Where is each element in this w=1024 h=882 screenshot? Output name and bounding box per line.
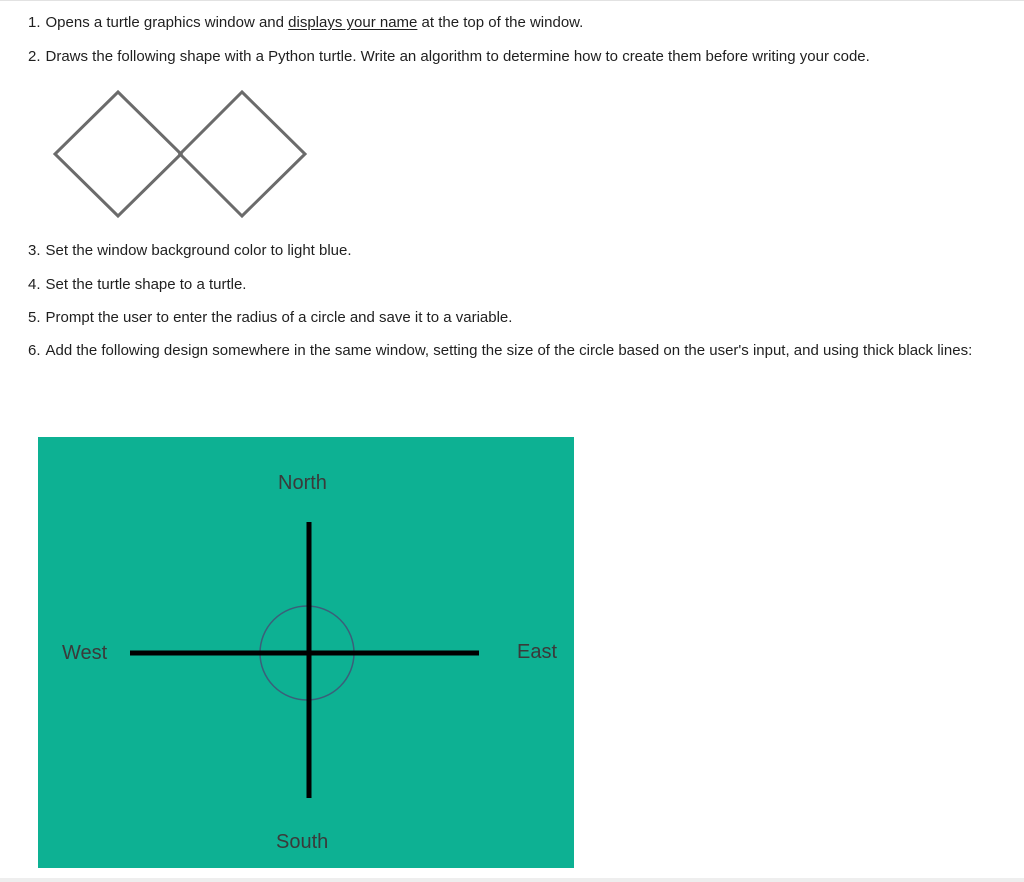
step-number: 2.: [28, 48, 41, 65]
compass-design-figure: [38, 437, 574, 868]
two-diamonds-figure: [0, 0, 340, 230]
step-4: [28, 274, 246, 295]
step-text: Add the following design somewhere in the same window, setting the size of the circle based on the user's input, and using thick black lines:: [45, 342, 973, 359]
west-label: West: [62, 642, 108, 664]
north-label: North: [278, 472, 327, 494]
step-number: 5.: [28, 309, 41, 326]
displays-your-name-link[interactable]: displays your name: [288, 14, 418, 31]
left-diamond: [55, 92, 181, 216]
step-text: at the top of the window.: [417, 14, 584, 31]
step-text: Opens a turtle graphics window and: [45, 14, 289, 31]
step-3: [28, 240, 352, 261]
step-text: Draws the following shape with a Python turtle. Write an algorithm to determine how to create them before writing your code.: [45, 48, 870, 65]
bottom-divider: [0, 878, 1024, 882]
step-text: Set the turtle shape to a turtle.: [45, 276, 247, 293]
south-label: South: [276, 831, 329, 853]
right-diamond: [180, 92, 305, 216]
step-text: Set the window background color to light blue.: [45, 242, 352, 259]
step-number: 1.: [28, 14, 41, 31]
step-6: [28, 340, 998, 361]
step-5: [28, 307, 512, 328]
east-label: East: [517, 641, 558, 663]
step-number: 6.: [28, 342, 41, 359]
compass-drawing: [38, 437, 574, 868]
step-text: Prompt the user to enter the radius of a circle and save it to a variable.: [45, 309, 513, 326]
step-number: 3.: [28, 242, 41, 259]
step-number: 4.: [28, 276, 41, 293]
